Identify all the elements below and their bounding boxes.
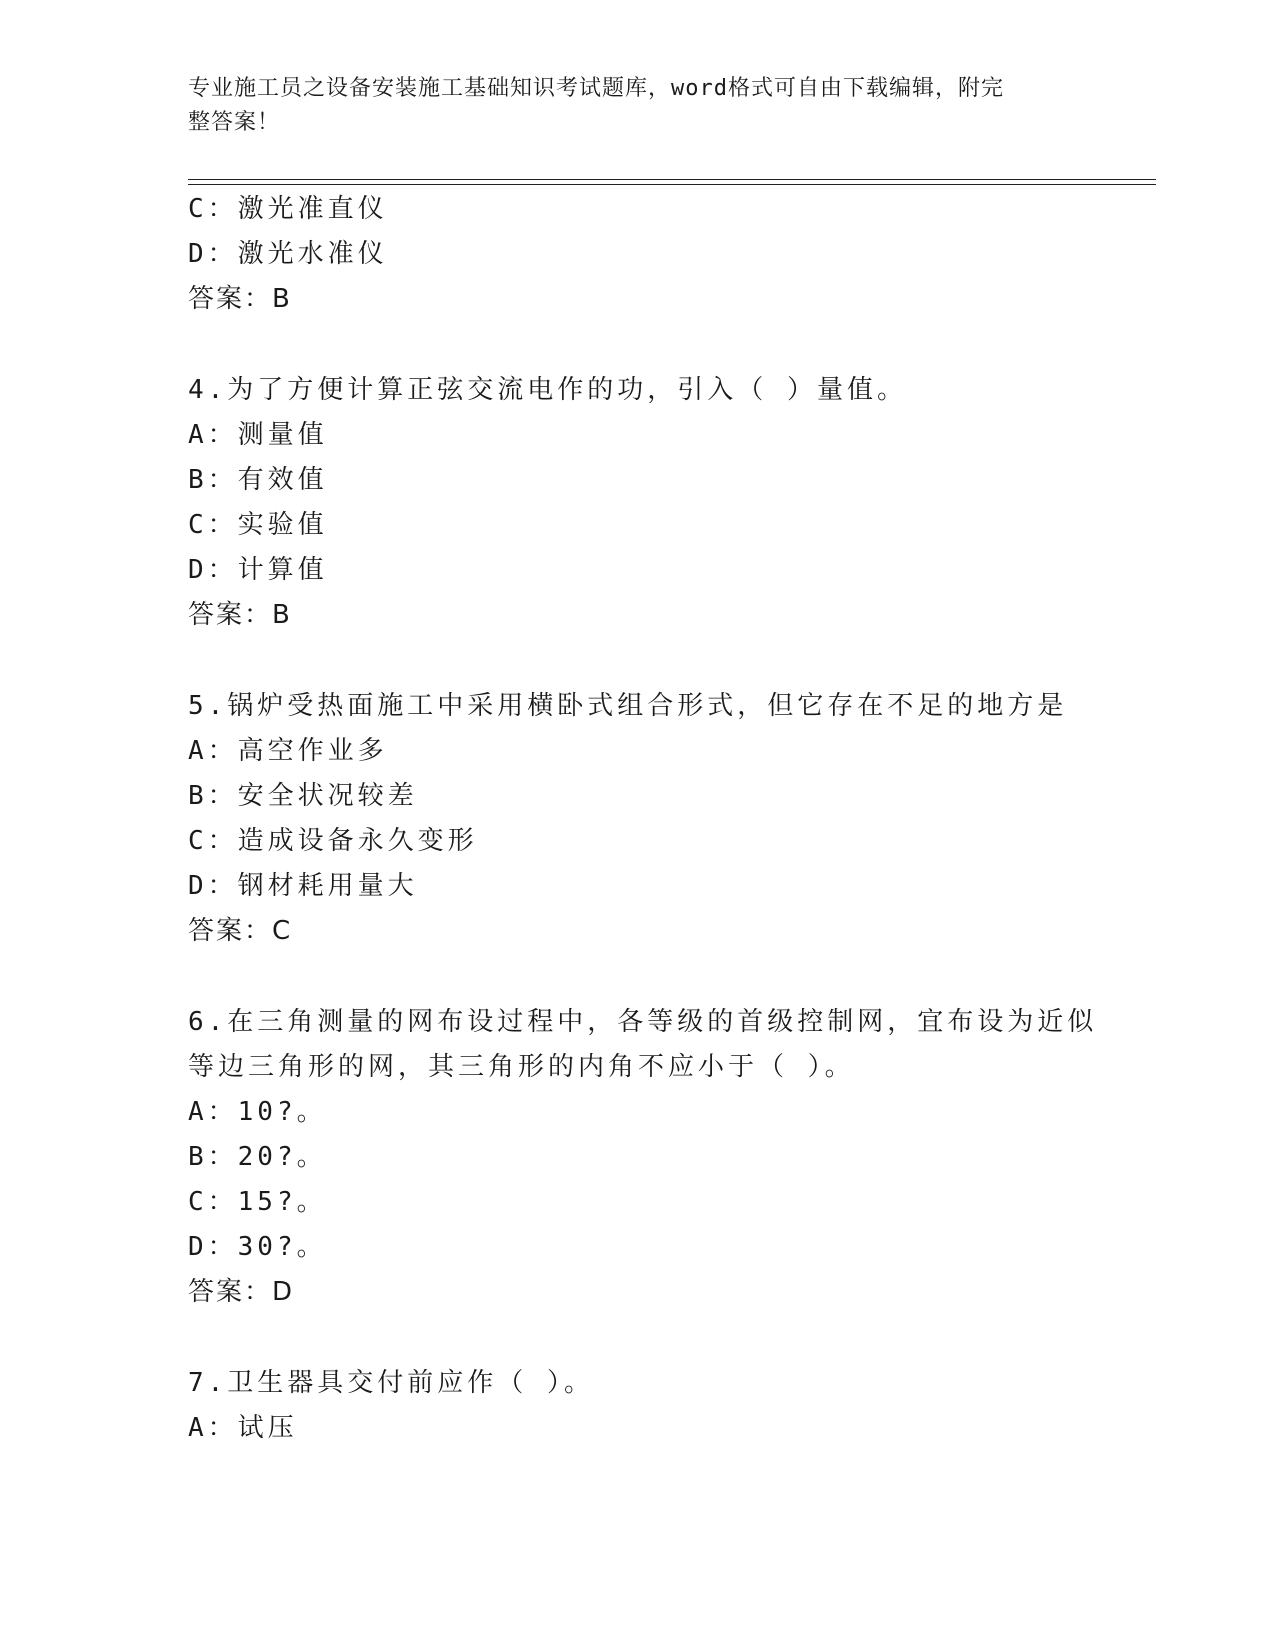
question-line: 4.为了方便计算正弦交流电作的功，引入（ ）量值。 (188, 375, 907, 405)
option-line: B：有效值 (188, 465, 328, 495)
question-line: 7.卫生器具交付前应作（ ）。 (188, 1368, 594, 1398)
option-line: C：15?。 (188, 1187, 327, 1217)
header-line-2: 整答案！ (188, 110, 281, 135)
answer-line: 答案：C (188, 916, 293, 946)
option-line: D：钢材耗用量大 (188, 871, 418, 901)
question-line: 6.在三角测量的网布设过程中，各等级的首级控制网，宜布设为近似 (188, 1007, 1098, 1037)
option-line: C：实验值 (188, 510, 328, 540)
header-rule-bottom (188, 184, 1156, 185)
option-line: B：20?。 (188, 1142, 327, 1172)
option-line: D：计算值 (188, 555, 328, 585)
question-line: 等边三角形的网，其三角形的内角不应小于（ ）。 (188, 1052, 855, 1082)
option-line: D：激光水准仪 (188, 239, 388, 269)
option-line: A：试压 (188, 1413, 298, 1443)
option-line: A：10?。 (188, 1097, 327, 1127)
option-line: A：高空作业多 (188, 736, 388, 766)
document-header (188, 72, 1068, 140)
option-line: B：安全状况较差 (188, 781, 418, 811)
option-line: C：造成设备永久变形 (188, 826, 478, 856)
answer-line: 答案：B (188, 284, 292, 314)
option-line: C：激光准直仪 (188, 194, 388, 224)
header-line-1: 专业施工员之设备安装施工基础知识考试题库，word格式可自由下载编辑，附完 (188, 76, 1004, 101)
question-line: 5.锅炉受热面施工中采用横卧式组合形式，但它存在不足的地方是 (188, 691, 1068, 721)
answer-line: 答案：D (188, 1277, 295, 1307)
answer-line: 答案：B (188, 600, 292, 630)
option-line: D：30?。 (188, 1232, 327, 1262)
option-line: A：测量值 (188, 420, 328, 450)
header-rule-top (188, 179, 1156, 180)
